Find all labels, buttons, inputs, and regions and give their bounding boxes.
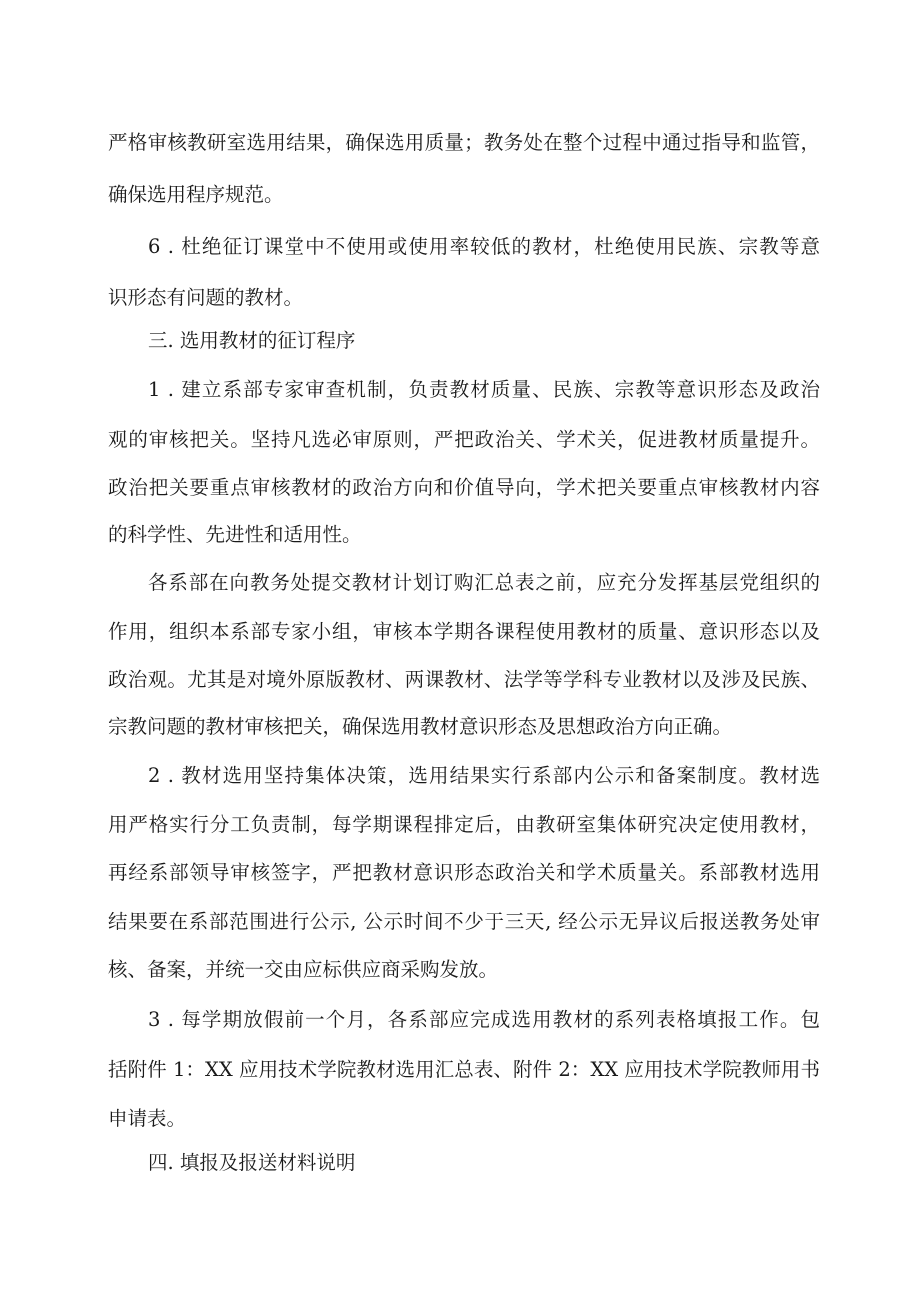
text-line: 政治观。尤其是对境外原版教材、两课教材、法学等学科专业教材以及涉及民族、 [108,668,820,691]
text-line: 确保选用程序规范。 [108,183,284,206]
section-heading: 三. 选用教材的征订程序 [148,329,356,352]
text-line: 1 . 建立系部专家审查机制，负责教材质量、民族、宗教等意识形态及政治 [148,378,820,401]
text-line: 作用，组织本系部专家小组，审核本学期各课程使用教材的质量、意识形态以及 [108,620,820,643]
text-line: 政治把关要重点审核教材的政治方向和价值导向，学术把关要重点审核教材内容 [108,476,820,499]
text-line: 6 . 杜绝征订课堂中不使用或使用率较低的教材，杜绝使用民族、宗教等意 [148,235,820,258]
text-line: 用严格实行分工负责制，每学期课程排定后，由教研室集体研究决定使用教材， [108,813,820,836]
text-line: 严格审核教研室选用结果，确保选用质量；教务处在整个过程中通过指导和监管， [108,131,820,154]
text-line: 结果要在系部范围进行公示, 公示时间不少于三天, 经公示无异议后报送教务处审 [108,910,820,933]
text-line: 申请表。 [108,1107,187,1130]
text-line: 的科学性、先进性和适用性。 [108,523,362,546]
section-heading: 四. 填报及报送材料说明 [148,1151,356,1174]
text-line: 观的审核把关。坚持凡选必审原则，严把政治关、学术关，促进教材质量提升。 [108,428,820,451]
text-line: 宗教问题的教材审核把关，确保选用教材意识形态及思想政治方向正确。 [108,715,733,738]
text-line: 2 . 教材选用坚持集体决策，选用结果实行系部内公示和备案制度。教材选 [148,764,820,787]
text-line: 各系部在向教务处提交教材计划订购汇总表之前，应充分发挥基层党组织的 [148,571,820,594]
text-line: 核、备案，并统一交由应标供应商采购发放。 [108,958,499,981]
text-line: 括附件 1：XX 应用技术学院教材选用汇总表、附件 2：XX 应用技术学院教师用书 [108,1058,820,1081]
text-line: 3 . 每学期放假前一个月，各系部应完成选用教材的系列表格填报工作。包 [148,1008,820,1031]
text-line: 识形态有问题的教材。 [108,286,304,309]
text-line: 再经系部领导审核签字，严把教材意识形态政治关和学术质量关。系部教材选用 [108,861,820,884]
